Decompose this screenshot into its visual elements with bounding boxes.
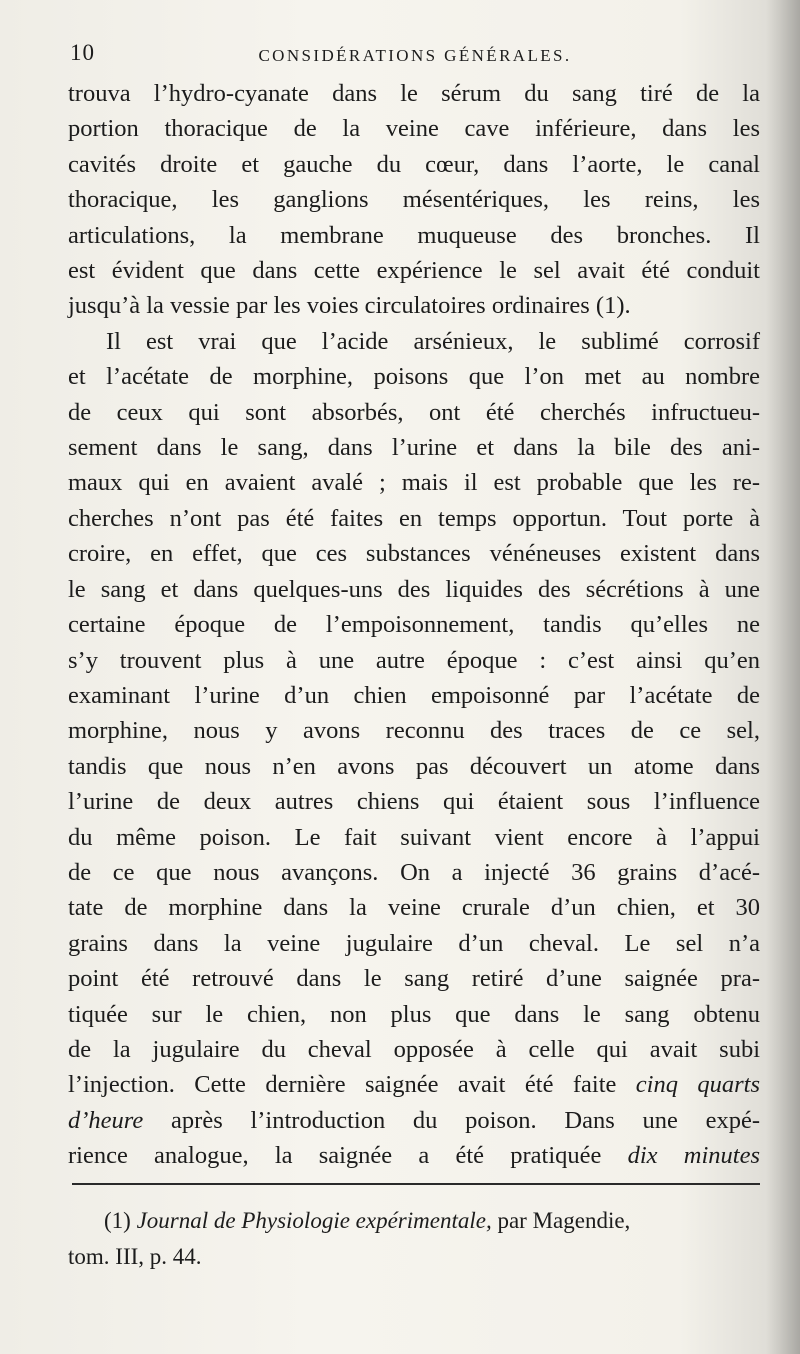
text-line: croire, en effet, que ces substances vénéneuses existent dans	[68, 540, 760, 568]
paragraph-start-line: Il est vrai que l’acide arsénieux, le sublimé corrosif	[106, 327, 760, 355]
footnote-rule	[72, 1183, 760, 1185]
text-line: portion thoracique de la veine cave inférieure, dans les	[68, 115, 760, 143]
text-line: s’y trouvent plus à une autre époque : c’est ainsi qu’en	[68, 646, 760, 674]
text-line: certaine époque de l’empoisonnement, tandis qu’elles ne	[68, 611, 760, 639]
text-line: cherches n’ont pas été faites en temps opportun. Tout porte à	[68, 504, 760, 532]
page-number: 10	[70, 40, 95, 65]
text-line: sement dans le sang, dans l’urine et dans la bile des ani-	[68, 434, 760, 462]
text-line: articulations, la membrane muqueuse des bronches. Il	[68, 221, 760, 249]
text-line: examinant l’urine d’un chien empoisonné par l’acétate de	[68, 681, 760, 709]
text-line: le sang et dans quelques-uns des liquides des sécrétions à une	[68, 575, 760, 603]
journal-title: Journal de Physiologie expérimentale,	[136, 1208, 492, 1233]
text-line: grains dans la veine jugulaire d’un cheval. Le sel n’a	[68, 929, 760, 957]
text-line: l’urine de deux autres chiens qui étaient sous l’influence	[68, 788, 760, 816]
text-line: tiquée sur le chien, non plus que dans le sang obtenu	[68, 1000, 760, 1028]
text-line: de la jugulaire du cheval opposée à celle qui avait subi	[68, 1035, 760, 1063]
text-line: du même poison. Le fait suivant vient encore à l’appui	[68, 823, 760, 851]
text-line: morphine, nous y avons reconnu des traces de ce sel,	[68, 717, 760, 745]
text-line: de ce que nous avançons. On a injecté 36 grains d’acé-	[68, 858, 760, 886]
italic-phrase: cinq quarts	[635, 1071, 760, 1099]
text-line: et l’acétate de morphine, poisons que l’on met au nombre	[68, 363, 760, 391]
running-title: CONSIDÉRATIONS GÉNÉRALES.	[258, 46, 572, 65]
text-line: l’injection. Cette dernière saignée avait été faite cinq quarts	[68, 1071, 760, 1099]
page-spine-shadow	[766, 0, 800, 1354]
text-line: est évident que dans cette expérience le sel avait été conduit	[68, 257, 760, 285]
body-text	[68, 76, 760, 1174]
italic-phrase: d’heure	[68, 1106, 144, 1134]
text-line: jusqu’à la vessie par les voies circulatoires ordinaires (1).	[68, 292, 631, 320]
text-line: trouva l’hydro-cyanate dans le sérum du sang tiré de la	[68, 80, 760, 107]
text-line: maux qui en avaient avalé ; mais il est probable que les re-	[68, 469, 760, 497]
italic-phrase: dix minutes	[627, 1142, 760, 1170]
page-header	[70, 40, 760, 76]
footnote-marker: (1)	[104, 1208, 131, 1233]
text-line: cavités droite et gauche du cœur, dans l’aorte, le canal	[68, 150, 760, 178]
text-line: tate de morphine dans la veine crurale d’un chien, et 30	[68, 894, 760, 922]
text-line: d’heure après l’introduction du poison. Dans une expé-	[68, 1106, 760, 1134]
text-line: tandis que nous n’en avons pas découvert un atome dans	[68, 752, 760, 780]
text-line: point été retrouvé dans le sang retiré d’une saignée pra-	[68, 965, 760, 993]
footnote-line: tom. III, p. 44.	[68, 1244, 202, 1269]
text-line: thoracique, les ganglions mésentériques, les reins, les	[68, 186, 760, 214]
text-line: de ceux qui sont absorbés, ont été cherchés infructueu-	[68, 398, 760, 426]
footnote	[68, 1203, 760, 1275]
text-line: rience analogue, la saignée a été pratiquée dix minutes	[68, 1142, 760, 1170]
footnote-line: (1) Journal de Physiologie expérimentale, par Magendie,	[104, 1208, 631, 1233]
